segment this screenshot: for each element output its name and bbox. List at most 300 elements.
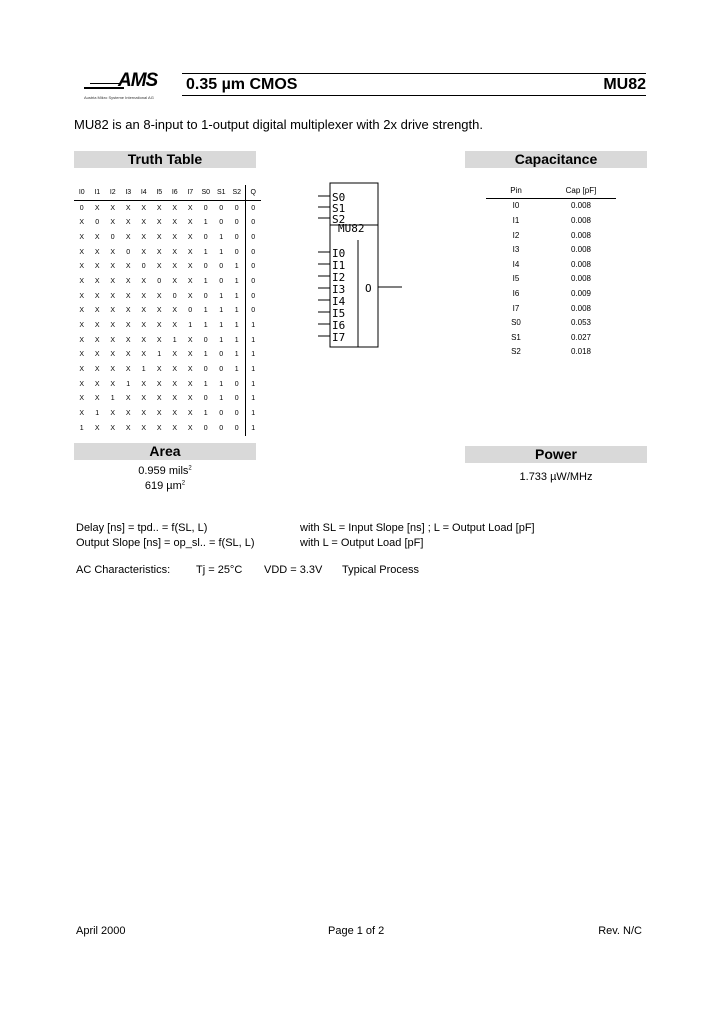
ams-logo [84, 70, 176, 104]
table-cell: X [141, 307, 147, 315]
table-cell: X [94, 395, 100, 403]
table-cell: X [110, 292, 116, 300]
table-cell: 0 [219, 277, 224, 285]
table-cell: X [172, 248, 178, 256]
table-cell: 1 [203, 351, 208, 359]
tt-header-s2: S2 [229, 185, 245, 200]
table-cell: X [125, 219, 131, 227]
cap-pin-cell: I6 [512, 288, 520, 298]
table-cell: X [187, 424, 193, 432]
tt-header-i4: I4 [136, 185, 152, 200]
table-row [74, 348, 261, 363]
table-cell: X [79, 292, 85, 300]
delay-formula: Delay [ns] = tpd.. = f(SL, L) [76, 522, 208, 534]
cap-pin-cell: I7 [512, 303, 520, 313]
cap-value-cell: 0.018 [570, 347, 592, 357]
pin-i0-label: I0 [332, 247, 346, 260]
table-cell: X [141, 424, 147, 432]
table-cell: 0 [234, 233, 239, 241]
table-cell: X [172, 395, 178, 403]
table-row [74, 318, 261, 333]
table-cell: X [187, 395, 193, 403]
ac-vdd: VDD = 3.3V [264, 564, 323, 576]
table-cell: X [156, 424, 162, 432]
table-cell: X [141, 204, 147, 212]
cap-pin-cell: I3 [512, 245, 520, 255]
table-cell: X [94, 322, 100, 330]
table-cell: 0 [203, 263, 208, 271]
table-cell: X [94, 248, 100, 256]
footer-date: April 2000 [76, 925, 126, 937]
header-rule-top [182, 73, 646, 74]
table-row [74, 333, 261, 348]
table-cell: X [187, 219, 193, 227]
cap-value-cell: 0.009 [570, 288, 592, 298]
cap-pin-cell: I2 [512, 230, 520, 240]
table-cell: X [94, 292, 100, 300]
table-cell: 1 [234, 263, 239, 271]
table-cell: 0 [234, 395, 239, 403]
area-heading: Area [74, 443, 256, 460]
cap-value-cell: 0.008 [570, 215, 592, 225]
table-cell: X [79, 395, 85, 403]
table-cell: X [187, 233, 193, 241]
part-number: MU82 [603, 76, 646, 93]
table-cell: X [110, 204, 116, 212]
slope-formula-note: with L = Output Load [pF] [300, 537, 424, 549]
table-row [486, 315, 616, 330]
table-cell: 1 [203, 322, 208, 330]
table-cell: X [125, 410, 131, 418]
logo-subtitle: Austria Mikro Systeme International AG [84, 95, 154, 100]
table-cell: X [156, 336, 162, 344]
table-cell: X [110, 322, 116, 330]
table-cell: X [141, 395, 147, 403]
cap-pin-cell: I5 [512, 274, 520, 284]
cap-header-pin: Pin [486, 183, 546, 198]
table-cell: 1 [234, 277, 239, 285]
table-row [74, 215, 261, 230]
description: MU82 is an 8-input to 1-output digital multiplexer with 2x drive strength. [74, 117, 483, 132]
table-cell: X [156, 410, 162, 418]
table-cell: 0 [219, 366, 224, 374]
table-row [74, 377, 261, 392]
table-cell: 1 [245, 362, 261, 377]
table-cell: 1 [219, 307, 224, 315]
cap-pin-cell: S0 [511, 318, 521, 328]
table-cell: 0 [203, 204, 208, 212]
pin-i1-label: I1 [332, 259, 346, 272]
table-row [486, 286, 616, 301]
table-cell: X [187, 263, 193, 271]
table-cell: X [141, 380, 147, 388]
table-cell: X [156, 292, 162, 300]
area-mils-exp: 2 [188, 465, 192, 472]
table-cell: 0 [219, 424, 224, 432]
table-cell: X [125, 263, 131, 271]
area-um-value: 619 µm [144, 480, 182, 492]
cap-header-cap: Cap [pF] [546, 183, 616, 198]
table-row [486, 272, 616, 287]
table-cell: 1 [234, 307, 239, 315]
table-cell: X [187, 351, 193, 359]
cap-value-cell: 0.008 [570, 230, 592, 240]
table-row [486, 257, 616, 272]
pin-i4-label: I4 [332, 295, 346, 308]
table-cell: 1 [203, 277, 208, 285]
table-cell: X [187, 380, 193, 388]
table-cell: X [172, 307, 178, 315]
table-cell: X [187, 336, 193, 344]
table-row [74, 274, 261, 289]
table-row [74, 304, 261, 319]
pin-s2-label: S2 [332, 213, 346, 226]
table-cell: X [172, 380, 178, 388]
table-cell: X [125, 395, 131, 403]
footer-revision: Rev. N/C [598, 925, 642, 937]
area-um-exp: 2 [181, 480, 186, 487]
table-cell: X [79, 351, 85, 359]
table-cell: 0 [79, 204, 84, 212]
pin-i3-label: I3 [332, 283, 346, 296]
area-um [74, 480, 256, 492]
table-cell: 0 [203, 366, 208, 374]
table-cell: 0 [219, 219, 224, 227]
table-cell: X [156, 366, 162, 374]
cap-pin-cell: I1 [512, 215, 520, 225]
table-cell: 0 [188, 307, 193, 315]
table-cell: 1 [234, 366, 239, 374]
table-cell: 1 [234, 336, 239, 344]
table-cell: X [156, 233, 162, 241]
table-cell: 0 [234, 219, 239, 227]
table-row [74, 245, 261, 260]
table-cell: X [125, 336, 131, 344]
table-cell: X [187, 292, 193, 300]
pin-i6-label: I6 [332, 319, 346, 332]
table-cell: 1 [219, 395, 224, 403]
table-cell: 1 [234, 292, 239, 300]
table-cell: X [125, 424, 131, 432]
table-cell: 0 [203, 292, 208, 300]
cap-value-cell: 0.053 [570, 318, 592, 328]
table-cell: X [110, 410, 116, 418]
table-cell: 0 [245, 200, 261, 215]
cap-value-cell: 0.008 [570, 259, 592, 269]
cap-value-cell: 0.027 [570, 332, 592, 342]
table-cell: X [141, 277, 147, 285]
table-cell: 0 [110, 233, 115, 241]
table-cell: X [156, 380, 162, 388]
header-rule-bottom [182, 95, 646, 96]
cap-value-cell: 0.008 [570, 245, 592, 255]
table-row [74, 259, 261, 274]
table-cell: X [79, 233, 85, 241]
table-cell: 1 [126, 380, 131, 388]
table-cell: X [141, 410, 147, 418]
table-cell: X [94, 336, 100, 344]
table-cell: X [125, 366, 131, 374]
table-cell: X [125, 233, 131, 241]
table-cell: 1 [219, 380, 224, 388]
table-cell: X [79, 248, 85, 256]
table-cell: 0 [219, 351, 224, 359]
table-cell: X [156, 307, 162, 315]
table-cell: X [156, 219, 162, 227]
table-cell: 0 [234, 410, 239, 418]
table-cell: 1 [157, 351, 162, 359]
table-cell: X [94, 366, 100, 374]
table-cell: 1 [234, 351, 239, 359]
table-cell: X [156, 263, 162, 271]
delay-formula-note: with SL = Input Slope [ns] ; L = Output Load [pF] [300, 522, 535, 534]
pin-i7-label: I7 [332, 331, 346, 344]
table-cell: X [110, 248, 116, 256]
table-cell: 1 [110, 395, 115, 403]
logo-text: AMS [118, 70, 158, 91]
pin-o-label: O [365, 282, 372, 295]
table-cell: 0 [203, 424, 208, 432]
table-cell: X [110, 380, 116, 388]
table-cell: X [125, 307, 131, 315]
capacitance-table [486, 183, 616, 359]
table-cell: X [94, 277, 100, 285]
table-cell: X [125, 277, 131, 285]
table-cell: X [125, 351, 131, 359]
table-cell: 0 [203, 395, 208, 403]
table-cell: X [172, 424, 178, 432]
table-row [486, 345, 616, 360]
table-cell: 1 [245, 406, 261, 421]
table-cell: X [125, 322, 131, 330]
table-cell: X [79, 380, 85, 388]
mux-symbol [318, 180, 408, 350]
table-cell: X [110, 263, 116, 271]
table-cell: X [125, 204, 131, 212]
power-value: 1.733 µW/MHz [519, 471, 593, 483]
table-cell: X [79, 322, 85, 330]
table-cell: 1 [219, 336, 224, 344]
table-cell: X [94, 424, 100, 432]
table-cell: 1 [172, 336, 177, 344]
table-cell: 0 [126, 248, 131, 256]
table-cell: X [79, 219, 85, 227]
table-cell: 1 [188, 322, 193, 330]
table-cell: 1 [203, 307, 208, 315]
table-cell: X [110, 424, 116, 432]
table-cell: 0 [219, 263, 224, 271]
process-title: 0.35 µm CMOS [186, 76, 298, 93]
tt-header-s1: S1 [214, 185, 230, 200]
table-row [486, 213, 616, 228]
table-cell: X [110, 307, 116, 315]
area-mils [74, 465, 256, 477]
tt-header-i2: I2 [105, 185, 121, 200]
table-cell: 1 [245, 333, 261, 348]
table-cell: X [172, 322, 178, 330]
table-cell: 0 [234, 380, 239, 388]
cap-value-cell: 0.008 [570, 303, 592, 313]
table-cell: 0 [245, 215, 261, 230]
symbol-name: MU82 [338, 222, 365, 235]
table-cell: X [79, 307, 85, 315]
table-cell: 1 [141, 366, 146, 374]
table-cell: 1 [245, 348, 261, 363]
footer-page: Page 1 of 2 [328, 925, 385, 937]
table-cell: X [94, 351, 100, 359]
table-cell: X [172, 233, 178, 241]
table-cell: 1 [203, 219, 208, 227]
cap-pin-cell: I4 [512, 259, 520, 269]
table-cell: 0 [219, 204, 224, 212]
table-cell: 1 [245, 318, 261, 333]
power-heading: Power [465, 446, 647, 463]
cap-pin-cell: S1 [511, 332, 521, 342]
table-cell: X [79, 277, 85, 285]
table-cell: 1 [203, 380, 208, 388]
table-row [74, 406, 261, 421]
table-cell: 1 [79, 424, 84, 432]
pin-i2-label: I2 [332, 271, 346, 284]
table-row [486, 242, 616, 257]
cap-value-cell: 0.008 [570, 201, 592, 211]
table-cell: X [172, 410, 178, 418]
tt-header-i5: I5 [152, 185, 168, 200]
table-cell: X [141, 292, 147, 300]
pin-s0-label: S0 [332, 191, 346, 204]
table-cell: 0 [219, 410, 224, 418]
table-cell: X [79, 366, 85, 374]
ac-label: AC Characteristics: [76, 564, 171, 576]
table-cell: X [94, 380, 100, 388]
table-cell: 1 [219, 322, 224, 330]
table-row [486, 301, 616, 316]
truth-table [74, 185, 261, 436]
table-cell: 0 [234, 424, 239, 432]
table-cell: 0 [245, 259, 261, 274]
table-cell: 0 [245, 289, 261, 304]
truth-table-heading: Truth Table [74, 151, 256, 168]
table-cell: 0 [245, 245, 261, 260]
table-cell: X [141, 322, 147, 330]
table-cell: 1 [219, 248, 224, 256]
table-cell: 1 [245, 377, 261, 392]
table-cell: X [187, 204, 193, 212]
capacitance-heading: Capacitance [465, 151, 647, 168]
tt-header-i3: I3 [121, 185, 137, 200]
tt-header-i1: I1 [90, 185, 106, 200]
ac-tj: Tj = 25°C [196, 564, 243, 576]
cap-value-cell: 0.008 [570, 274, 592, 284]
table-cell: X [141, 233, 147, 241]
table-cell: X [79, 336, 85, 344]
table-cell: 0 [245, 304, 261, 319]
table-row [486, 198, 616, 213]
table-cell: X [79, 263, 85, 271]
table-cell: X [172, 263, 178, 271]
table-cell: X [141, 351, 147, 359]
table-cell: X [156, 322, 162, 330]
table-cell: 1 [95, 410, 100, 418]
table-row [74, 362, 261, 377]
table-cell: X [110, 366, 116, 374]
table-row [74, 421, 261, 436]
table-cell: X [141, 336, 147, 344]
cap-pin-cell: I0 [512, 201, 520, 211]
table-cell: X [172, 277, 178, 285]
table-cell: 0 [245, 230, 261, 245]
table-cell: 1 [245, 392, 261, 407]
table-row [74, 289, 261, 304]
tt-header-i7: I7 [183, 185, 199, 200]
table-cell: X [172, 366, 178, 374]
table-cell: X [125, 292, 131, 300]
table-cell: X [156, 395, 162, 403]
table-cell: X [156, 248, 162, 256]
table-cell: X [187, 366, 193, 374]
table-cell: X [94, 307, 100, 315]
table-cell: 1 [219, 233, 224, 241]
table-cell: X [94, 204, 100, 212]
table-cell: 1 [203, 410, 208, 418]
table-cell: 1 [245, 421, 261, 436]
table-cell: X [110, 277, 116, 285]
table-row [74, 392, 261, 407]
table-cell: X [187, 248, 193, 256]
table-cell: 0 [234, 204, 239, 212]
table-cell: X [187, 410, 193, 418]
tt-header-i6: I6 [167, 185, 183, 200]
table-cell: X [172, 351, 178, 359]
table-cell: 0 [95, 219, 100, 227]
table-cell: 0 [203, 233, 208, 241]
table-row [74, 200, 261, 215]
table-cell: 1 [219, 292, 224, 300]
table-row [74, 230, 261, 245]
tt-header-s0: S0 [198, 185, 214, 200]
table-cell: X [172, 219, 178, 227]
table-cell: 1 [203, 248, 208, 256]
table-cell: X [110, 219, 116, 227]
table-cell: X [94, 263, 100, 271]
cap-pin-cell: S2 [511, 347, 521, 357]
table-cell: 0 [245, 274, 261, 289]
table-cell: X [141, 248, 147, 256]
tt-header-i0: I0 [74, 185, 90, 200]
table-cell: X [187, 277, 193, 285]
table-cell: 0 [203, 336, 208, 344]
table-cell: 1 [234, 322, 239, 330]
ac-process: Typical Process [342, 564, 420, 576]
table-row [486, 330, 616, 345]
table-cell: X [110, 351, 116, 359]
table-cell: X [94, 233, 100, 241]
table-cell: 0 [141, 263, 146, 271]
pin-i5-label: I5 [332, 307, 346, 320]
table-cell: 0 [234, 248, 239, 256]
table-cell: X [156, 204, 162, 212]
slope-formula: Output Slope [ns] = op_sl.. = f(SL, L) [76, 537, 255, 549]
table-cell: X [79, 410, 85, 418]
table-cell: X [110, 336, 116, 344]
table-row [486, 228, 616, 243]
pin-s1-label: S1 [332, 202, 346, 215]
table-cell: 0 [172, 292, 177, 300]
table-cell: X [172, 204, 178, 212]
table-cell: X [141, 219, 147, 227]
table-cell: 0 [157, 277, 162, 285]
tt-header-q: Q [245, 185, 261, 200]
